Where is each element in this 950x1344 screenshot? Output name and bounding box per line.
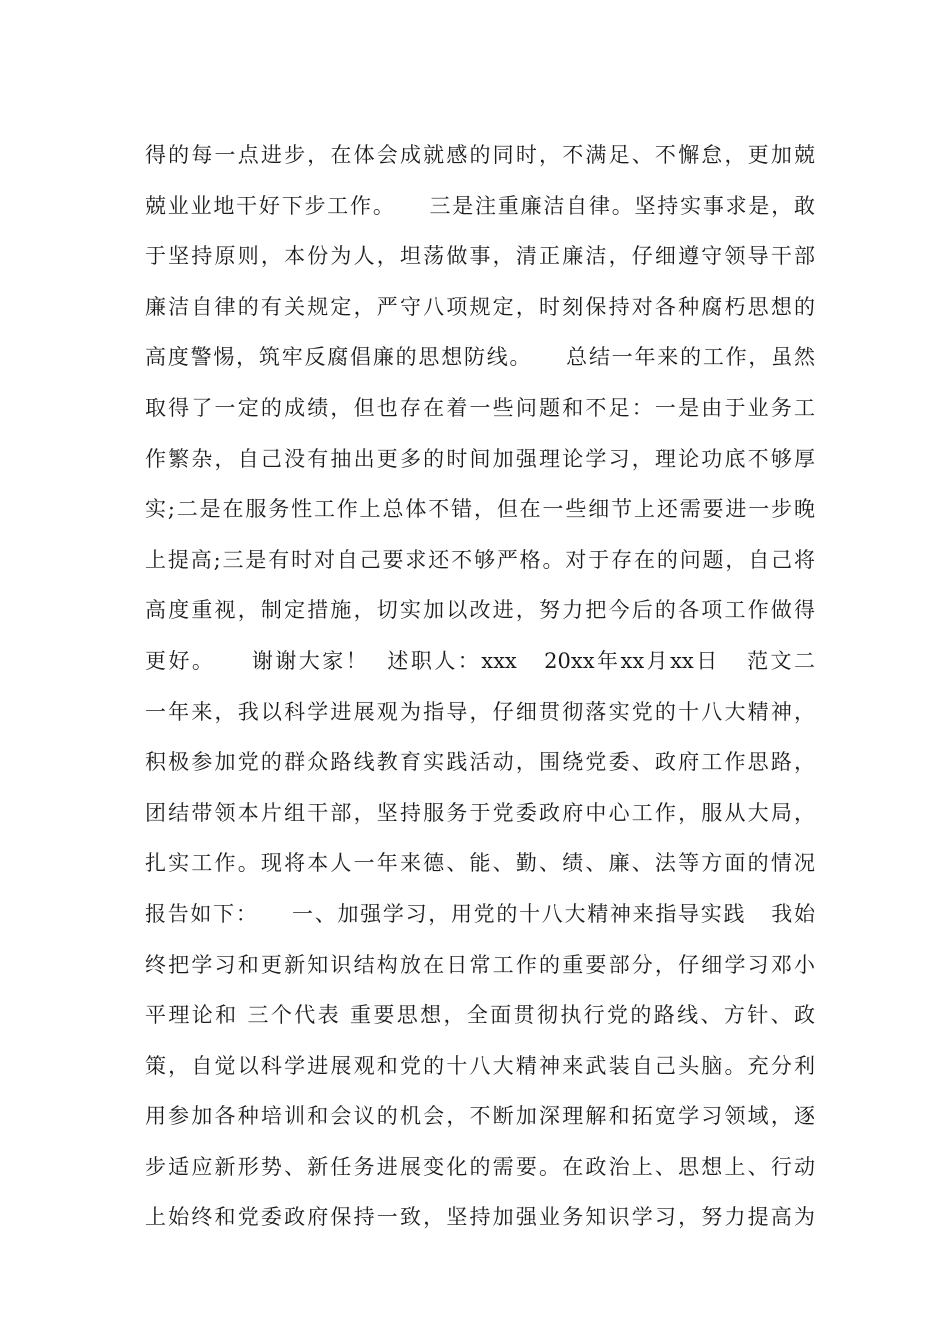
text-line: 上始终和党委政府保持一致，坚持加强业务知识学习，努力提高为 xyxy=(145,1205,815,1230)
text-line: 步适应新形势、新任务进展变化的需要。在政治上、思想上、行动 xyxy=(145,1154,815,1179)
text-line: 取得了一定的成绩，但也存在着一些问题和不足：一是由于业务工 xyxy=(145,395,815,420)
text-line: 一年来，我以科学进展观为指导，仔细贯彻落实党的十八大精神， xyxy=(145,699,815,724)
text-line: 高度警惕，筑牢反腐倡廉的思想防线。 总结一年来的工作，虽然 xyxy=(145,345,815,370)
text-line: 团结带领本片组干部，坚持服务于党委政府中心工作，服从大局， xyxy=(145,800,815,825)
text-line: 更好。 谢谢大家！ 述职人：xxx 20xx年xx月xx日 范文二 xyxy=(145,648,815,673)
text-line: 平理论和 三个代表 重要思想，全面贯彻执行党的路线、方针、政 xyxy=(145,1003,815,1028)
text-line: 用参加各种培训和会议的机会，不断加深理解和拓宽学习领域，逐 xyxy=(145,1104,815,1129)
text-line: 上提高;三是有时对自己要求还不够严格。对于存在的问题，自己将 xyxy=(145,547,815,572)
text-line: 终把学习和更新知识结构放在日常工作的重要部分，仔细学习邓小 xyxy=(145,952,815,977)
text-line: 实;二是在服务性工作上总体不错，但在一些细节上还需要进一步晚 xyxy=(145,497,815,522)
text-line: 报告如下： 一、加强学习，用党的十八大精神来指导实践 我始 xyxy=(145,901,815,926)
text-line: 作繁杂，自己没有抽出更多的时间加强理论学习，理论功底不够厚 xyxy=(145,446,815,471)
text-line: 于坚持原则，本份为人，坦荡做事，清正廉洁，仔细遵守领导干部 xyxy=(145,244,815,269)
text-line: 扎实工作。现将本人一年来德、能、勤、绩、廉、法等方面的情况 xyxy=(145,851,815,876)
text-line: 高度重视，制定措施，切实加以改进，努力把今后的各项工作做得 xyxy=(145,598,815,623)
text-line: 廉洁自律的有关规定，严守八项规定，时刻保持对各种腐朽思想的 xyxy=(145,294,815,319)
text-line: 策，自觉以科学进展观和党的十八大精神来武装自己头脑。充分利 xyxy=(145,1053,815,1078)
text-line: 兢业业地干好下步工作。 三是注重廉洁自律。坚持实事求是，敢 xyxy=(145,193,815,218)
text-line: 得的每一点进步，在体会成就感的同时，不满足、不懈怠，更加兢 xyxy=(145,143,815,167)
document-body-text xyxy=(145,130,815,1243)
text-line: 积极参加党的群众路线教育实践活动，围绕党委、政府工作思路， xyxy=(145,750,815,775)
